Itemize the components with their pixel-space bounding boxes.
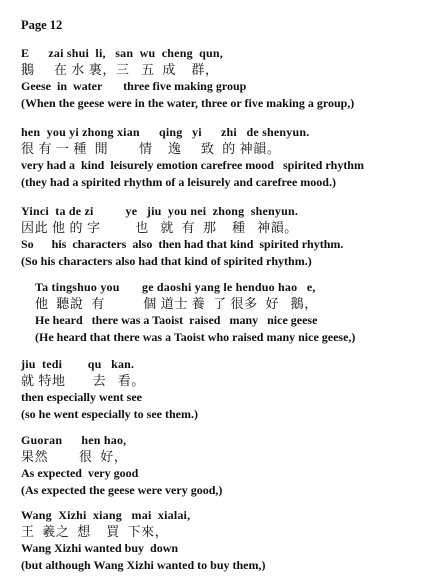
translation-line: (He heard that there was a Taoist who raised many nice geese,) [35, 329, 356, 344]
stanza-5 [21, 356, 411, 422]
stanza-2 [21, 124, 411, 190]
gloss-line: very had a kind leisurely emotion carefree mood spirited rhythm [21, 158, 364, 172]
stanza-6 [21, 432, 411, 498]
translation-line: (When the geese were in the water, three or five making a group,) [21, 95, 355, 110]
chinese-line: 因此 他 的 字 也 就 有 那 種 神韻。 [21, 219, 298, 235]
pinyin-line: Guoran hen hao, [21, 433, 127, 447]
pinyin-line: jiu tedi qu kan. [21, 357, 135, 371]
translation-line: (So his characters also had that kind of spirited rhythm.) [21, 253, 312, 268]
pinyin-line: Wang Xizhi xiang mai xialai, [21, 508, 191, 522]
chinese-line: 很 有 一 種 閒 情 逸 致 的 神韻。 [21, 140, 281, 156]
chinese-line: 果然 很 好， [21, 448, 128, 464]
translation-line: (they had a spirited rhythm of a leisurely and carefree mood.) [21, 174, 336, 189]
translation-line: (As expected the geese were very good,) [21, 482, 223, 497]
translation-line: (so he went especially to see them.) [21, 406, 198, 421]
gloss-line: then especially went see [21, 390, 142, 404]
translation-line: (but although Wang Xizhi wanted to buy them,) [21, 557, 266, 572]
chinese-line: 他 聽說 有 個 道士 養 了 很多 好 鵝， [35, 295, 318, 311]
stanza-1 [21, 45, 411, 111]
gloss-line: He heard there was a Taoist raised many nice geese [35, 313, 318, 327]
stanza-3 [21, 203, 411, 269]
pinyin-line: hen you yi zhong xian qing yi zhi de shenyun. [21, 125, 310, 139]
pinyin-line: Yinci ta de zi ye jiu you nei zhong shenyun. [21, 204, 299, 218]
gloss-line: Geese in water three five making group [21, 79, 247, 93]
pinyin-line: E zai shui li, san wu cheng qun, [21, 46, 223, 60]
gloss-line: So his characters also then had that kind spirited rhythm. [21, 237, 344, 251]
gloss-line: As expected very good [21, 466, 139, 480]
pinyin-line: Ta tingshuo you ge daoshi yang le henduo hao e, [35, 280, 316, 294]
gloss-line: Wang Xizhi wanted buy down [21, 541, 179, 555]
chinese-line: 鵝 在 水 裏，三 五 成 群， [21, 61, 219, 77]
page-number: Page 12 [21, 18, 63, 32]
stanza-7 [21, 507, 411, 573]
chinese-line: 就 特地 去 看。 [21, 372, 145, 388]
chinese-line: 王 羲之 想 買 下來， [21, 523, 169, 539]
stanza-4 [21, 279, 425, 345]
